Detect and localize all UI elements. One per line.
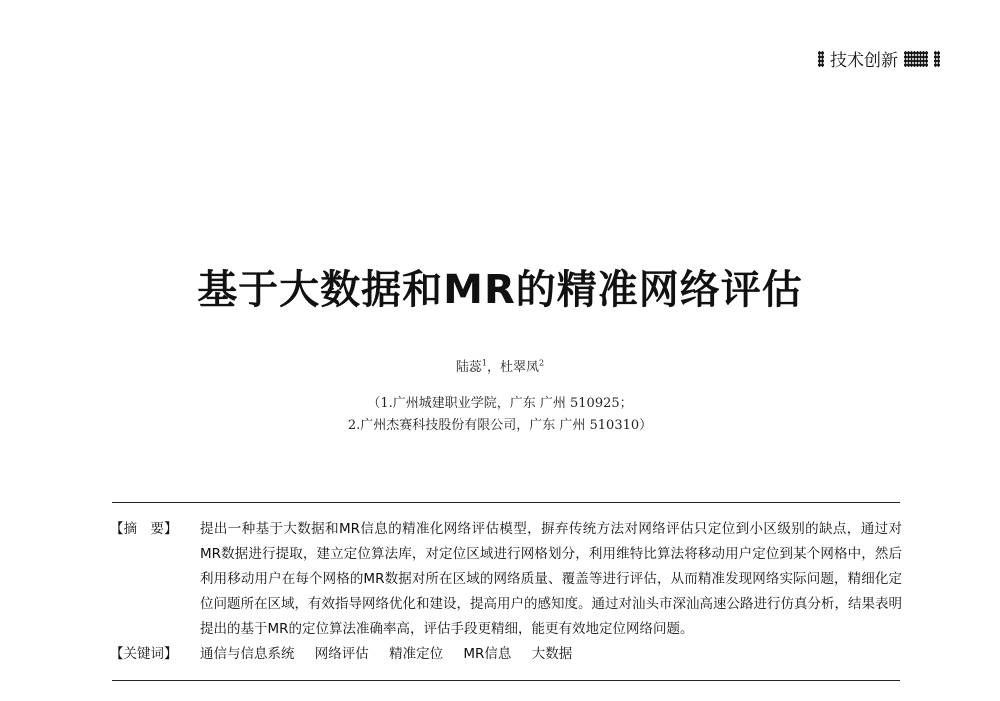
author-name: 杜翠凤 [500,360,540,375]
author-separator: ， [486,360,500,375]
section-header [818,46,940,71]
keywords-list [200,642,902,667]
keyword: 通信与信息系统 [200,646,295,662]
keyword: MR信息 [463,646,512,662]
author-line [0,356,1000,375]
dot-ornament-icon [818,51,824,67]
author-affiliation-mark: 1 [481,358,487,368]
top-divider [112,502,900,503]
keyword: 网络评估 [314,646,369,662]
dot-ornament-icon [904,51,928,67]
keywords-row [110,642,902,667]
affiliation-line: （1.广州城建职业学院，广东 广州 510925； [367,396,633,411]
keyword: 大数据 [531,646,573,662]
author-affiliation-mark: 2 [539,358,545,368]
dot-ornament-icon [934,51,940,67]
bottom-divider [112,680,900,681]
author-name: 陆蕊 [455,360,482,375]
section-title: 技术创新 [830,51,898,71]
abstract-block [110,517,902,667]
keywords-label: 【关键词】 [110,646,178,662]
abstract-label: 【摘 要】 [110,521,178,537]
keyword: 精准定位 [389,646,444,662]
paper-title: 基于大数据和MR的精准网络评估 [197,267,803,313]
abstract-text: 提出一种基于大数据和MR信息的精准化网络评估模型，摒弃传统方法对网络评估只定位到小区级别的缺点，通过对MR数据进行提取，建立定位算法库，对定位区域进行网格划分，利用维特比算法将移动用户定位到某个网格中，然后利用移动用户在每个网格的MR数据对所在区域的网络质量、覆盖等进行评估，从而精准发现网络实际问题，精细化定位问题所在区域，有效指导网络优化和建设，提高用户的感知度。通过对汕头市深汕高速公路进行仿真分析，结果表明提出的基于MR的定位算法准确率高，评估手段更精细，能更有效地定位网络问题。 [200,521,902,637]
abstract-row [110,517,902,642]
affiliation-line: 2.广州杰赛科技股份有限公司，广东 广州 510310） [347,418,653,433]
